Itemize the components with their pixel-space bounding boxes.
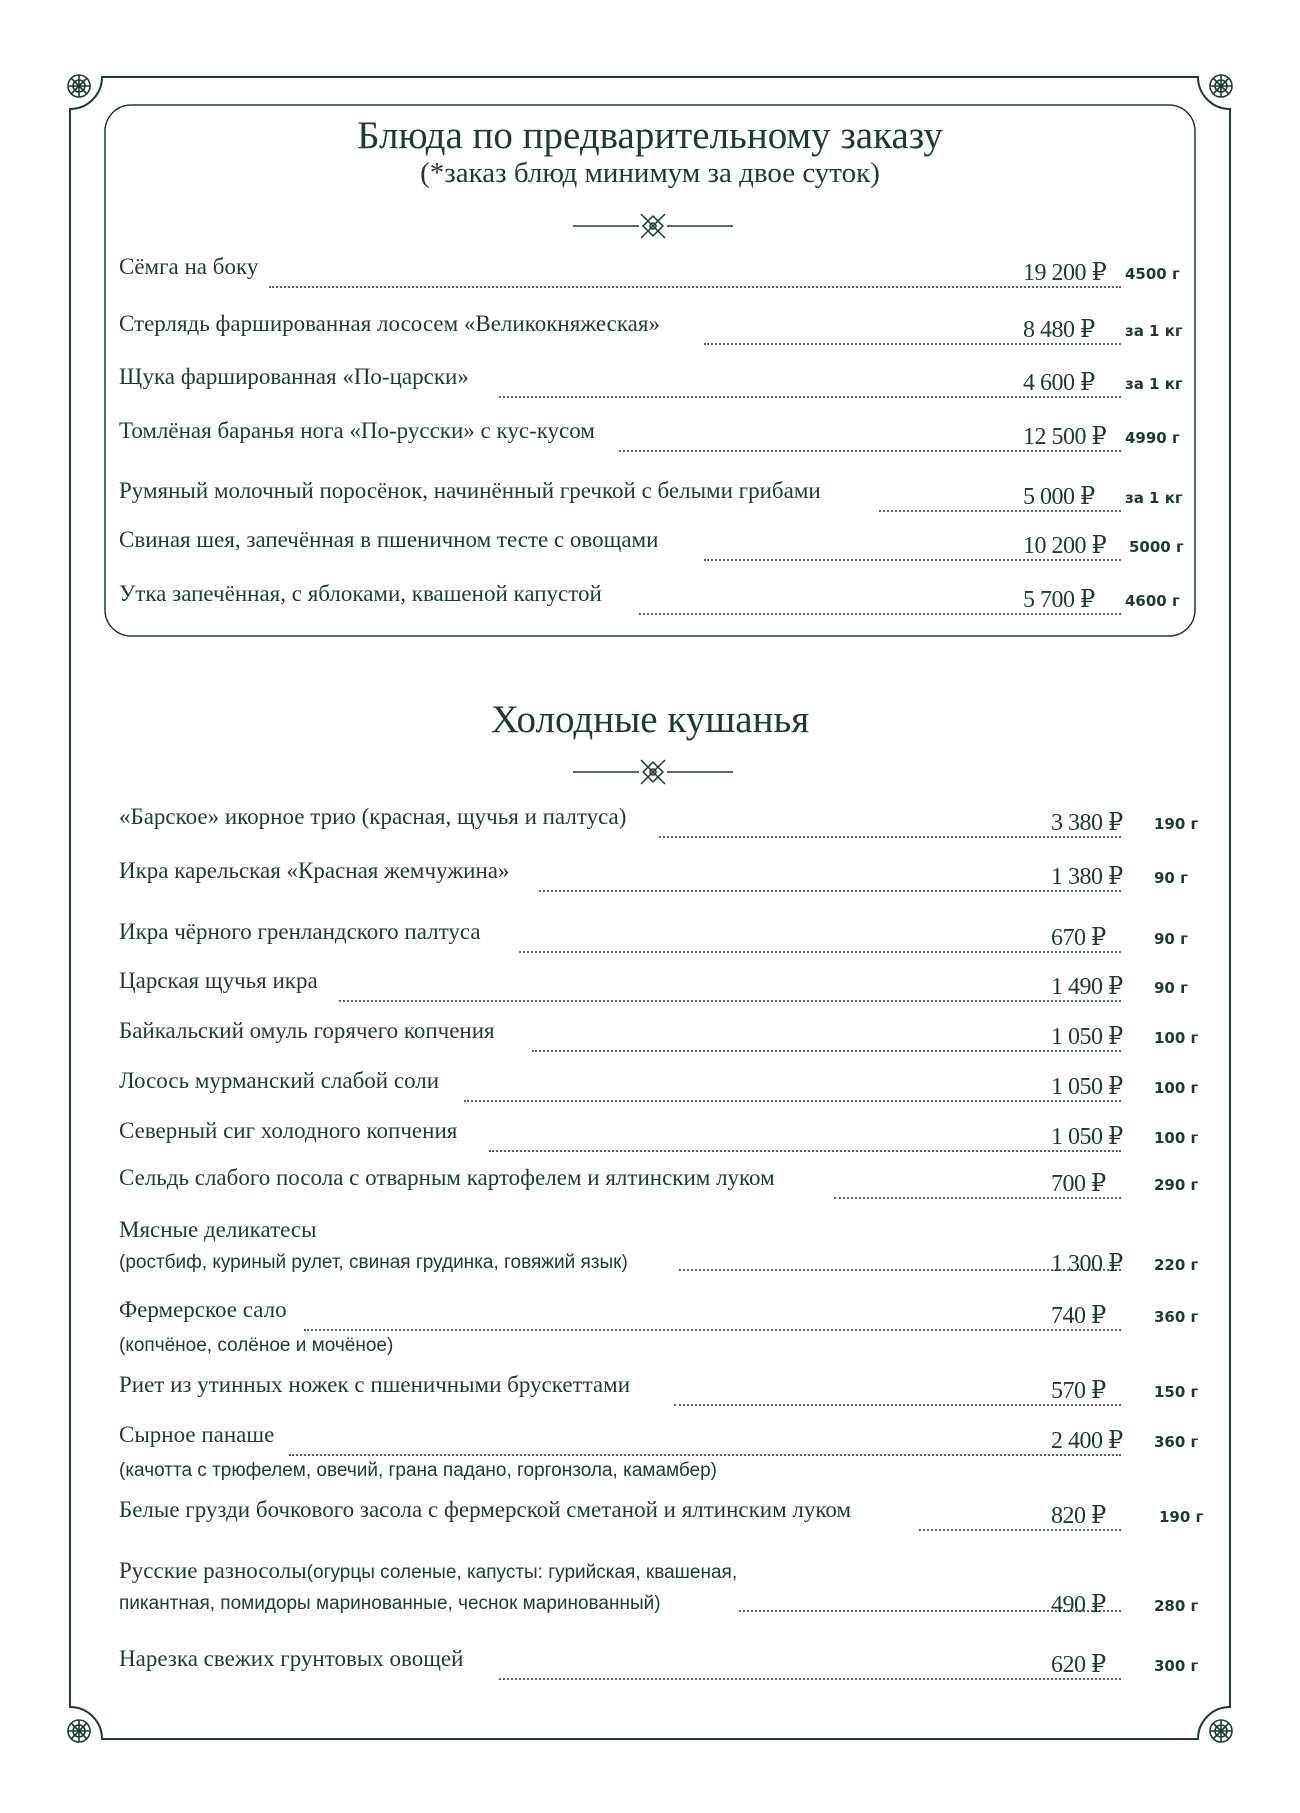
item-name: Свиная шея, запечённая в пшеничном тесте с овощами <box>119 527 659 552</box>
item-weight: 4990 г <box>1125 429 1180 447</box>
menu-item <box>119 364 1201 404</box>
menu-item <box>119 1297 1201 1367</box>
item-name: Байкальский омуль горячего копчения <box>119 1018 495 1043</box>
menu-item <box>119 919 1201 959</box>
item-weight: 100 г <box>1154 1029 1199 1047</box>
menu-item <box>119 1068 1201 1108</box>
item-name: «Барское» икорное трио (красная, щучья и палтуса) <box>119 804 627 829</box>
menu-item <box>119 478 1201 518</box>
item-name: Мясные деликатесы <box>119 1217 317 1242</box>
item-price: 12 500 ₽ <box>1023 424 1107 450</box>
item-name: Лосось мурманский слабой соли <box>119 1068 440 1093</box>
menu-item <box>119 1372 1201 1412</box>
item-note: (ростбиф, куриный рулет, свиная грудинка, говяжий язык) <box>119 1252 628 1273</box>
item-name: Царская щучья икра <box>119 968 318 993</box>
item-weight: 150 г <box>1154 1383 1199 1401</box>
item-price: 4 600 ₽ <box>1023 370 1095 396</box>
item-price: 700 ₽ <box>1051 1171 1106 1197</box>
item-price: 570 ₽ <box>1051 1378 1106 1404</box>
menu-item <box>119 418 1201 458</box>
menu-item <box>119 858 1201 898</box>
item-name: Северный сиг холодного копчения <box>119 1118 458 1143</box>
item-name: Сырное панаше <box>119 1422 275 1447</box>
item-name: Нарезка свежих грунтовых овощей <box>119 1646 471 1672</box>
item-name: Стерлядь фаршированная лососем «Великокняжеская» <box>119 311 660 336</box>
item-note: пикантная, помидоры маринованные, чеснок маринованный) <box>119 1593 661 1614</box>
item-price: 1 050 ₽ <box>1051 1074 1123 1100</box>
item-weight: 190 г <box>1159 1508 1204 1526</box>
item-name: Русские разносолы <box>119 1558 307 1583</box>
item-weight: 90 г <box>1154 979 1188 997</box>
item-price: 490 ₽ <box>1051 1592 1106 1618</box>
item-name: Фермерское сало <box>119 1297 287 1322</box>
menu-item <box>119 254 1201 294</box>
item-weight: 90 г <box>1154 930 1188 948</box>
item-price: 1 050 ₽ <box>1051 1124 1123 1150</box>
menu-item <box>119 1422 1201 1492</box>
menu-item <box>119 1217 1201 1297</box>
item-name: Белые грузди бочкового засола с фермерской сметаной и ялтинским луком <box>119 1497 852 1522</box>
item-weight: 360 г <box>1154 1308 1199 1326</box>
item-weight: 4500 г <box>1125 265 1180 283</box>
item-weight: 220 г <box>1154 1256 1199 1274</box>
item-name: Румяный молочный поросёнок, начинённый гречкой с белыми грибами <box>119 478 821 503</box>
menu-item <box>119 1497 1204 1537</box>
item-name: Сельдь слабого посола с отварным картофелем и ялтинским луком <box>119 1165 775 1190</box>
item-price: 620 ₽ <box>1051 1652 1106 1678</box>
item-note: (копчёное, солёное и мочёное) <box>119 1335 394 1356</box>
menu-item <box>119 1118 1201 1158</box>
item-weight: за 1 кг <box>1125 375 1183 393</box>
menu-item <box>119 311 1201 351</box>
item-price: 670 ₽ <box>1051 925 1106 951</box>
item-weight: 4600 г <box>1125 592 1180 610</box>
item-price: 1 380 ₽ <box>1051 864 1123 890</box>
item-price: 820 ₽ <box>1051 1503 1106 1529</box>
item-price: 1 490 ₽ <box>1051 974 1123 1000</box>
item-weight: 190 г <box>1154 815 1199 833</box>
item-note: (качотта с трюфелем, овечий, грана падано, горгонзола, камамбер) <box>119 1460 718 1481</box>
item-name: Утка запечённая, с яблоками, квашеной капустой <box>119 581 602 606</box>
item-weight: 300 г <box>1154 1657 1199 1675</box>
menu-item <box>119 804 1201 844</box>
item-name-tail: (огурцы соленые, капусты: гурийская, квашеная, <box>306 1562 738 1583</box>
item-price: 1 300 ₽ <box>1051 1251 1123 1277</box>
item-name: Томлёная баранья нога «По-русски» с кус-кусом <box>119 418 595 443</box>
menu-item <box>119 1646 1201 1686</box>
item-weight: 100 г <box>1154 1129 1199 1147</box>
item-name: Икра карельская «Красная жемчужина» <box>119 858 510 883</box>
item-price: 19 200 ₽ <box>1023 260 1107 286</box>
section-title-preorder: Блюда по предварительному заказу <box>357 114 943 157</box>
item-name: Сёмга на боку <box>119 254 259 279</box>
section-subtitle-preorder: (*заказ блюд минимум за двое суток) <box>420 157 880 189</box>
menu-item <box>119 581 1201 621</box>
item-price: 5 000 ₽ <box>1023 484 1095 510</box>
item-price: 1 050 ₽ <box>1051 1024 1123 1050</box>
item-weight: за 1 кг <box>1125 489 1183 507</box>
item-name: Икра чёрного гренландского палтуса <box>119 919 481 944</box>
menu-item <box>119 527 1201 567</box>
menu-item <box>119 1018 1201 1058</box>
item-price: 5 700 ₽ <box>1023 587 1095 613</box>
item-weight: за 1 кг <box>1125 322 1183 340</box>
item-weight: 90 г <box>1154 869 1188 887</box>
item-price: 740 ₽ <box>1051 1303 1106 1329</box>
item-weight: 100 г <box>1154 1079 1199 1097</box>
item-weight: 290 г <box>1154 1176 1199 1194</box>
menu-item <box>119 1558 1201 1638</box>
item-price: 10 200 ₽ <box>1023 533 1107 559</box>
item-price: 3 380 ₽ <box>1051 810 1123 836</box>
item-weight: 360 г <box>1154 1433 1199 1451</box>
item-price: 8 480 ₽ <box>1023 317 1095 343</box>
item-name: Щука фаршированная «По-царски» <box>119 364 469 389</box>
menu-item <box>119 1165 1201 1205</box>
item-name: Риет из утинных ножек с пшеничными брускеттами <box>119 1372 631 1397</box>
section-title-cold-dishes: Холодные кушанья <box>490 698 810 741</box>
item-weight: 280 г <box>1154 1597 1199 1615</box>
menu-item <box>119 968 1201 1008</box>
item-price: 2 400 ₽ <box>1051 1428 1123 1454</box>
item-weight: 5000 г <box>1129 538 1184 556</box>
